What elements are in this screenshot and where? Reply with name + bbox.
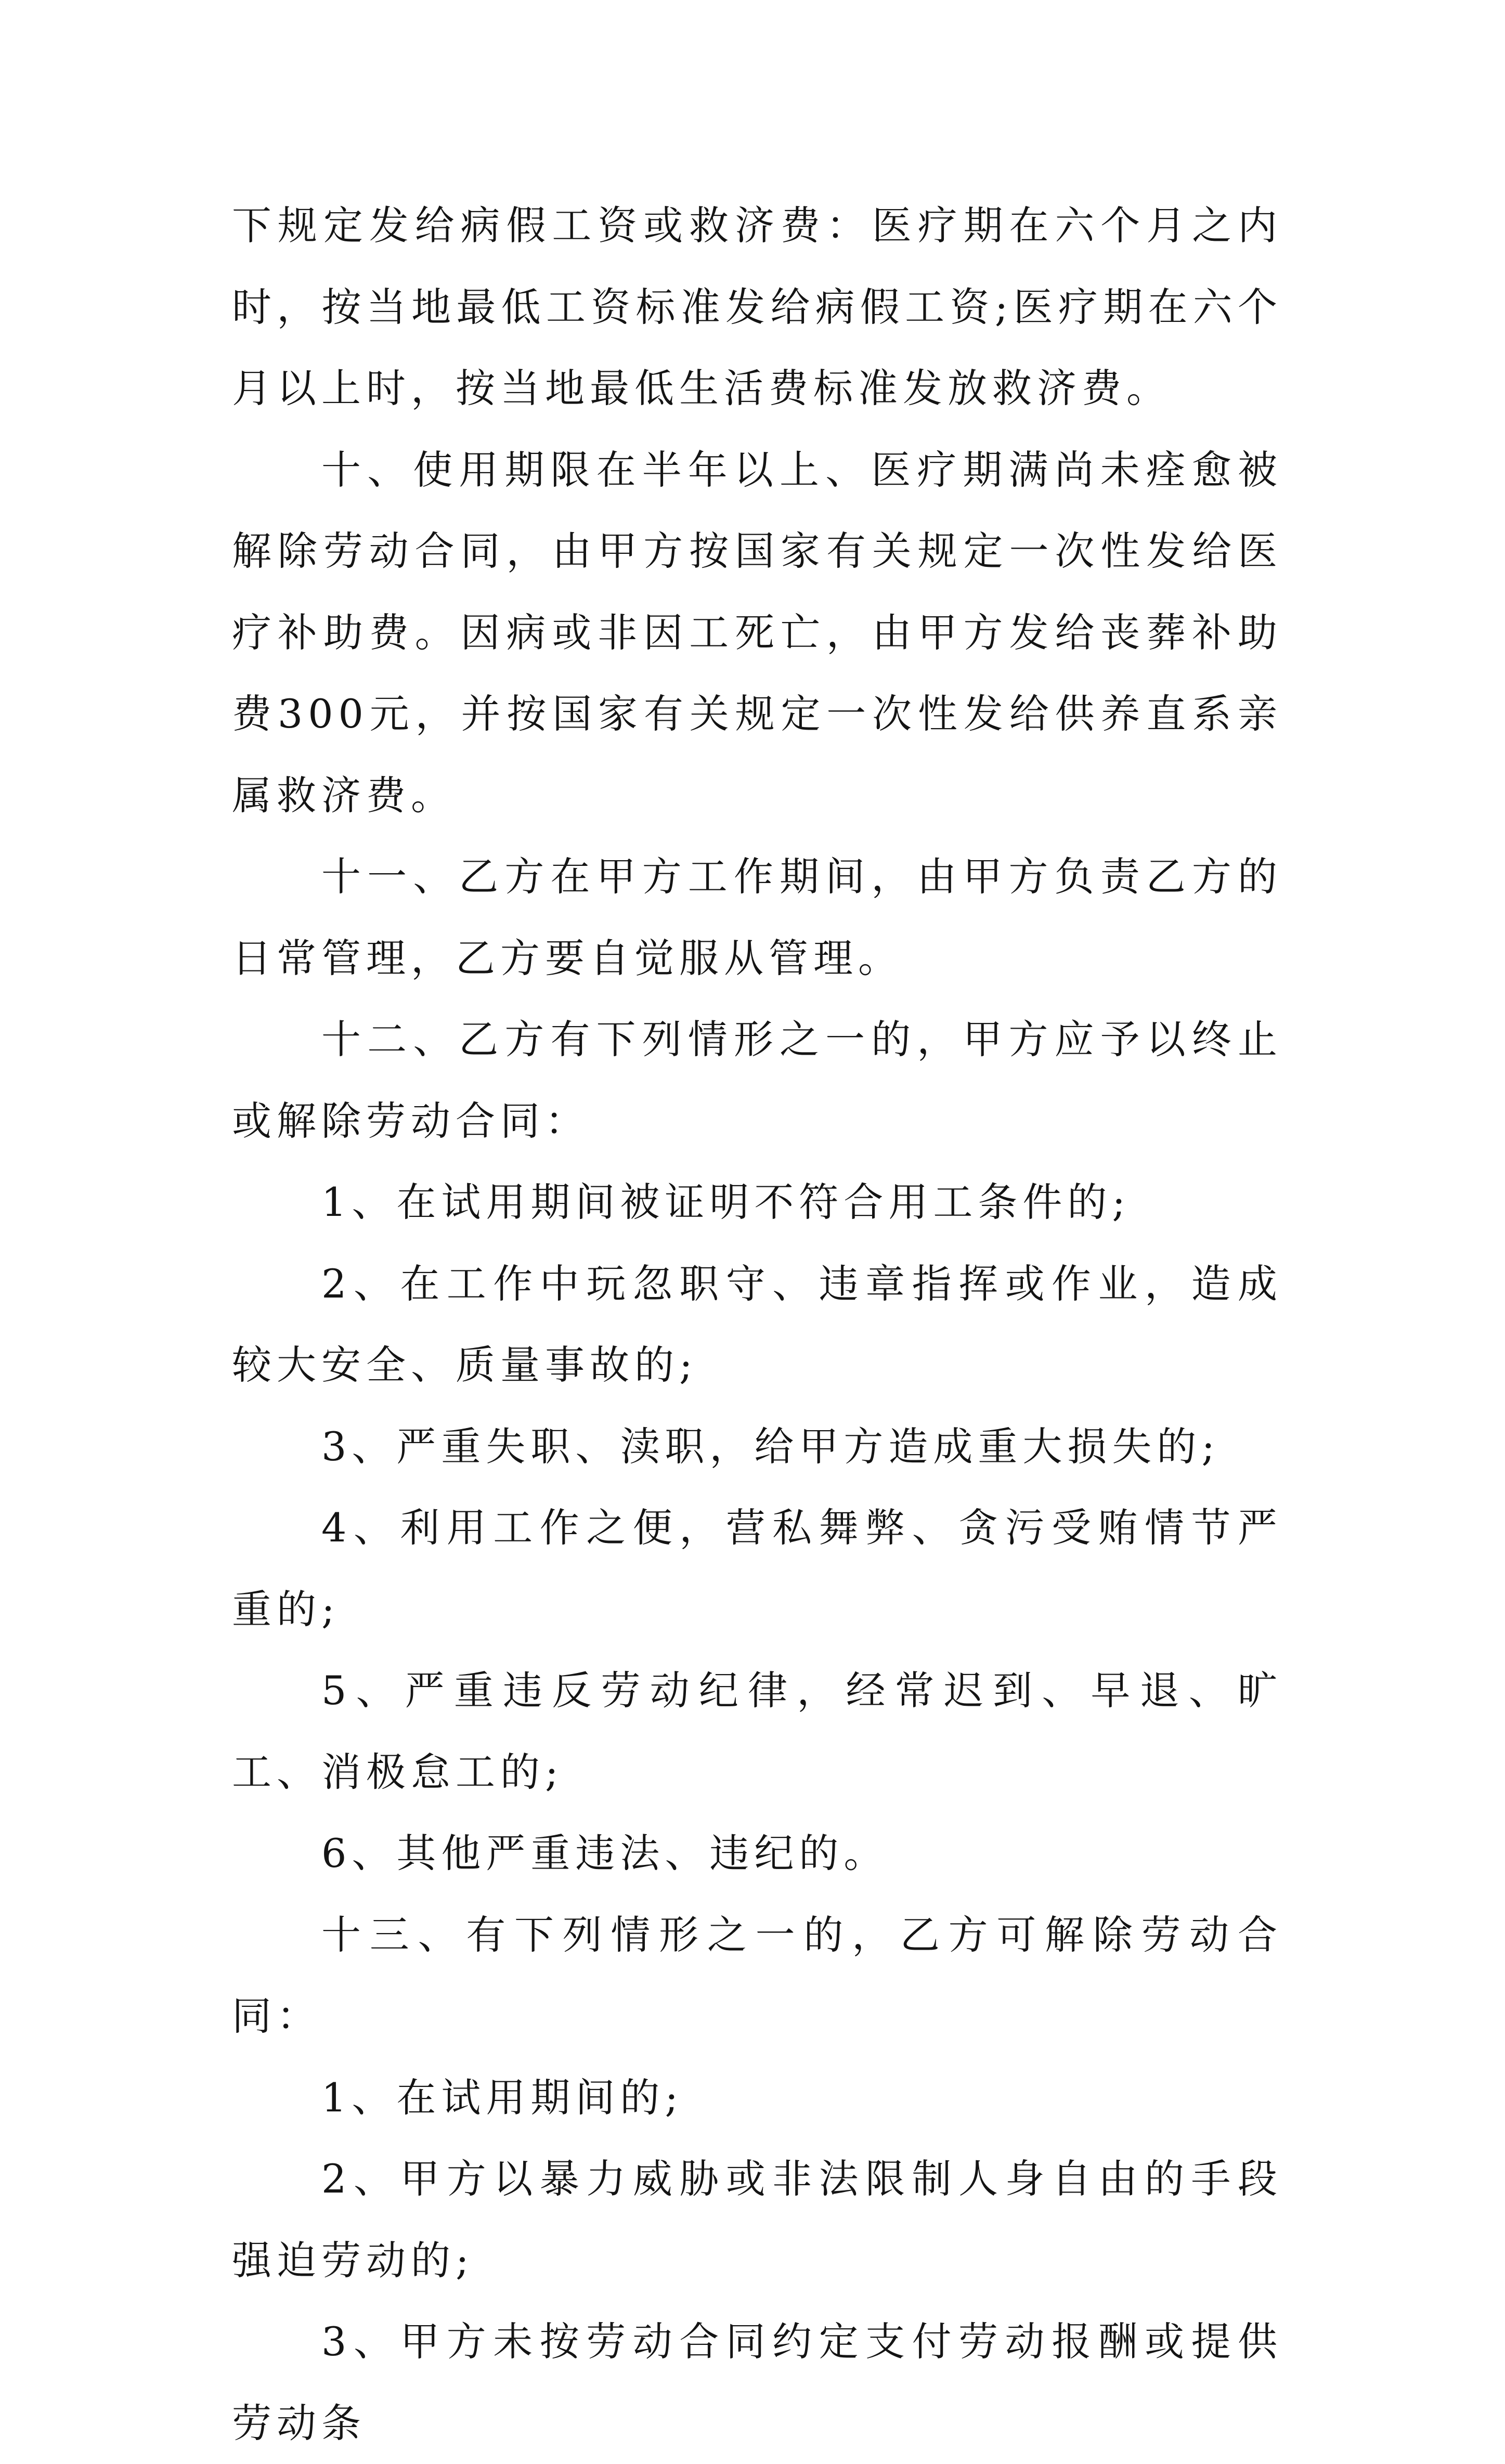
- list-item-12-5: 5、严重违反劳动纪律，经常迟到、早退、旷工、消极怠工的;: [232, 1667, 1282, 1795]
- list-item-12-3: 3、严重失职、渎职，给甲方造成重大损失的;: [321, 1423, 1220, 1470]
- list-item-12-6: 6、其他严重违法、违纪的。: [321, 1830, 889, 1876]
- paragraph-clause-11: 十一、乙方在甲方工作期间，由甲方负责乙方的日常管理，乙方要自觉服从管理。: [232, 853, 1282, 981]
- list-item-12-4: 4、利用工作之便，营私舞弊、贪污受贿情节严重的;: [232, 1505, 1282, 1632]
- list-item-13-3: 3、甲方未按劳动合同约定支付劳动报酬或提供劳动条: [232, 2318, 1282, 2446]
- paragraph-clause-10: 十、使用期限在半年以上、医疗期满尚未痊愈被解除劳动合同，由甲方按国家有关规定一次性发给医疗补助费。因病或非因工死亡，由甲方发给丧葬补助费300元，并按国家有关规定一次性发给供养直系亲属救济费。: [232, 446, 1282, 819]
- paragraph-clause-12: 十二、乙方有下列情形之一的，甲方应予以终止或解除劳动合同：: [232, 1016, 1282, 1144]
- list-item-12-2: 2、在工作中玩忽职守、违章指挥或作业，造成较大安全、质量事故的;: [232, 1260, 1282, 1388]
- list-item-13-2: 2、甲方以暴力威胁或非法限制人身自由的手段强迫劳动的;: [232, 2156, 1282, 2284]
- paragraph-sick-pay-continued: 下规定发给病假工资或救济费：医疗期在六个月之内时，按当地最低工资标准发给病假工资;医疗期在六个月以上时，按当地最低生活费标准发放救济费。: [232, 202, 1282, 411]
- list-item-12-1: 1、在试用期间被证明不符合用工条件的;: [321, 1179, 1131, 1225]
- list-item-13-1: 1、在试用期间的;: [321, 2074, 683, 2121]
- document-body: [232, 185, 1282, 2464]
- paragraph-clause-13: 十三、有下列情形之一的，乙方可解除劳动合同：: [232, 1911, 1282, 2039]
